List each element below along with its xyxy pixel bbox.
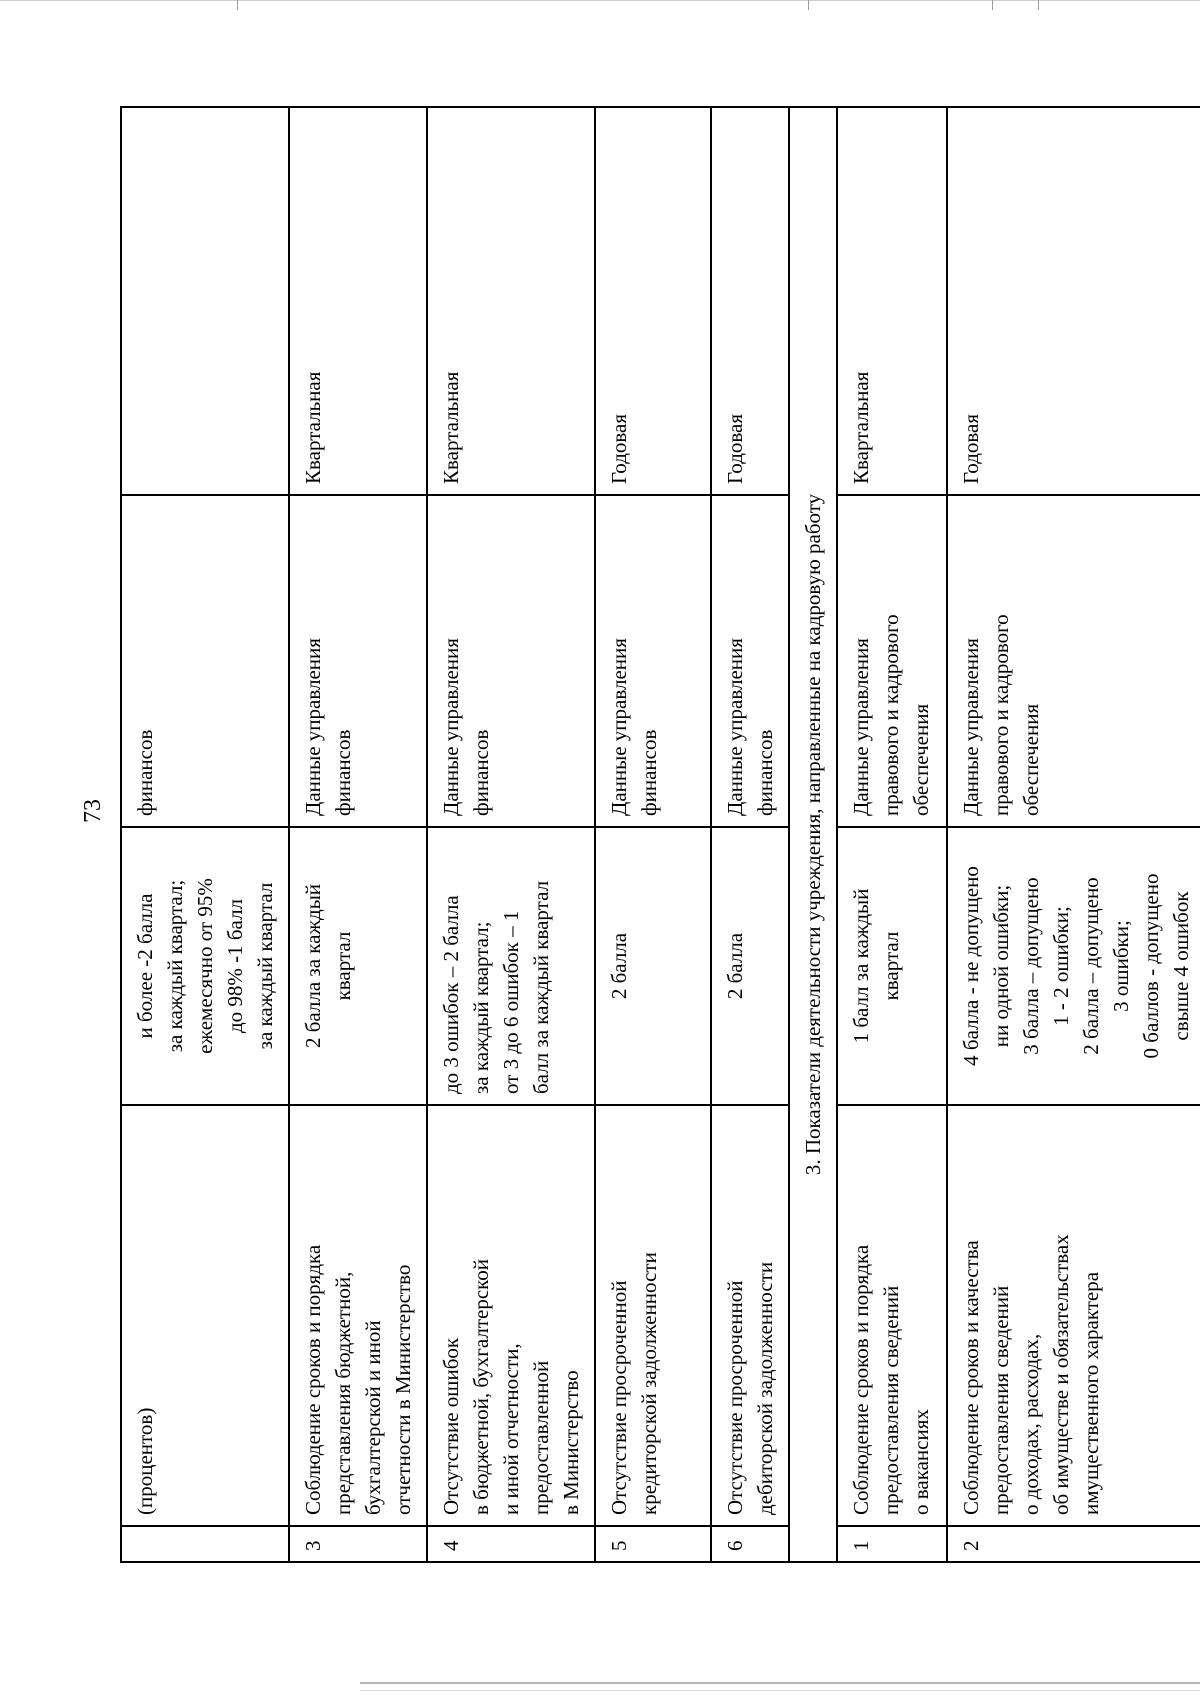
- value-cell: 4 балла - не допущено ни одной ошибки; 3 балла – допущено 1 - 2 ошибки; 2 балла – допущено 3 ошибки; 0 баллов - допущено свыше 4 ошибок: [947, 827, 1200, 1105]
- indicator-cell: Соблюдение сроков и качества предоставления сведений о доходах, расходах, об имуществе и обязательствах имущественного характера: [947, 1105, 1200, 1526]
- table-row: [427, 107, 595, 1562]
- section-row: [789, 107, 837, 1562]
- scan-mark: [992, 0, 993, 10]
- value-cell: 2 балла за каждый квартал: [289, 827, 427, 1105]
- table-row: [121, 107, 289, 1562]
- row-number: 2: [947, 1526, 1200, 1562]
- rotated-table-wrapper: [120, 108, 1193, 1563]
- period-cell: Квартальная: [289, 107, 427, 495]
- source-cell: Данные управления финансов: [711, 495, 789, 827]
- indicator-cell: Соблюдение сроков и порядка представления бюджетной, бухгалтерской и иной отчетности в Министерство: [289, 1105, 427, 1526]
- value-cell: до 3 ошибок – 2 балла за каждый квартал; от 3 до 6 ошибок – 1 балл за каждый квартал: [427, 827, 595, 1105]
- row-number: 6: [711, 1526, 789, 1562]
- period-cell: Квартальная: [837, 107, 947, 495]
- table-row: [837, 107, 947, 1562]
- period-cell: Годовая: [711, 107, 789, 495]
- source-cell: Данные управления правового и кадрового обеспечения: [947, 495, 1200, 827]
- source-cell: Данные управления финансов: [595, 495, 711, 827]
- period-cell: Годовая: [595, 107, 711, 495]
- table-row: [711, 107, 789, 1562]
- row-number: 5: [595, 1526, 711, 1562]
- source-cell: Данные управления финансов: [289, 495, 427, 827]
- row-number: 4: [427, 1526, 595, 1562]
- section-heading: 3. Показатели деятельности учреждения, направленные на кадровую работу: [789, 107, 837, 1562]
- indicator-cell: (процентов): [121, 1105, 289, 1526]
- scan-bottom-edge: [360, 1682, 1200, 1691]
- row-number: [121, 1526, 289, 1562]
- page-number: 73: [80, 799, 106, 823]
- table-row: [595, 107, 711, 1562]
- period-cell: [121, 107, 289, 495]
- source-cell: Данные управления правового и кадрового обеспечения: [837, 495, 947, 827]
- value-cell: 2 балла: [711, 827, 789, 1105]
- scan-top-edge: [0, 0, 1200, 4]
- scan-mark: [808, 0, 809, 10]
- source-cell: Данные управления финансов: [427, 495, 595, 827]
- indicator-cell: Соблюдение сроков и порядка предоставления сведений о вакансиях: [837, 1105, 947, 1526]
- value-cell: и более -2 балла за каждый квартал; ежемесячно от 95% до 98% -1 балл за каждый квартал: [121, 827, 289, 1105]
- value-cell: 2 балла: [595, 827, 711, 1105]
- indicator-cell: Отсутствие просроченной кредиторской задолженности: [595, 1105, 711, 1526]
- scan-mark: [1038, 0, 1039, 10]
- period-cell: Квартальная: [427, 107, 595, 495]
- value-cell: 1 балл за каждый квартал: [837, 827, 947, 1105]
- indicator-cell: Отсутствие просроченной дебиторской задолженности: [711, 1105, 789, 1526]
- period-cell: Годовая: [947, 107, 1200, 495]
- scan-mark: [237, 0, 238, 10]
- indicator-cell: Отсутствие ошибок в бюджетной, бухгалтерской и иной отчетности, предоставленной в Министерство: [427, 1105, 595, 1526]
- table-row: [289, 107, 427, 1562]
- source-cell: финансов: [121, 495, 289, 827]
- indicators-table: [120, 106, 1200, 1563]
- row-number: 3: [289, 1526, 427, 1562]
- table-row: [947, 107, 1200, 1562]
- row-number: 1: [837, 1526, 947, 1562]
